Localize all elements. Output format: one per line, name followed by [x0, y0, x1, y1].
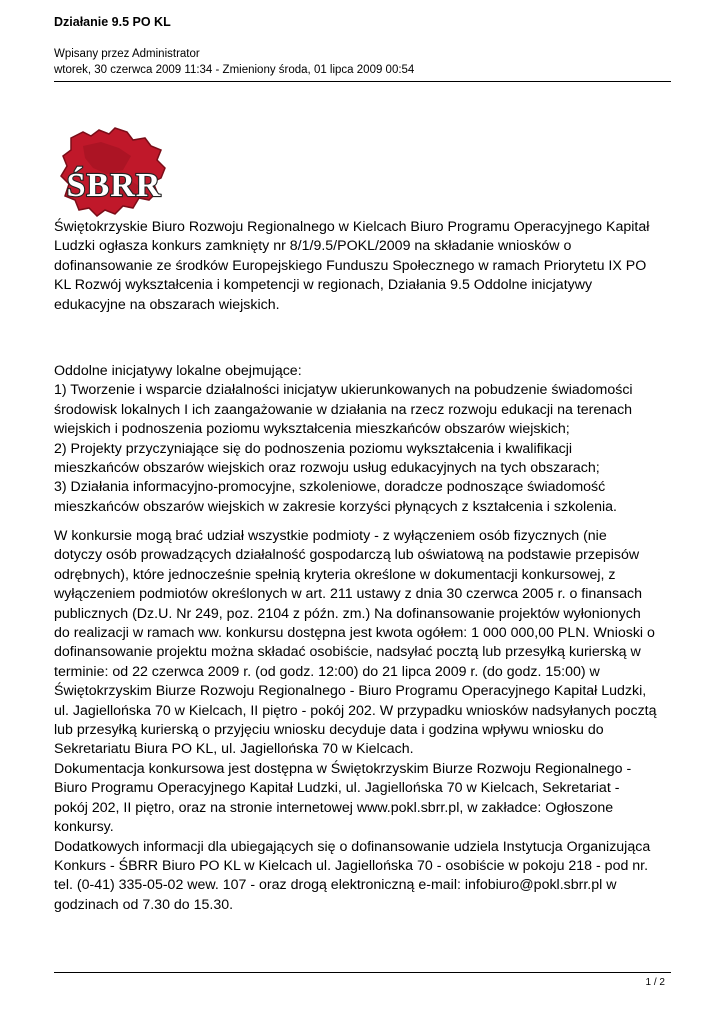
text-line: publicznych (Dz.U. Nr 249, poz. 2104 z późn. zm.) Na dofinansowanie projektów wyłonionych	[54, 605, 641, 622]
text-line: środowisk lokalnych I ich zaangażowanie w działania na rzecz rozwoju edukacji na terenach	[54, 401, 633, 418]
page-number: 1 / 2	[645, 977, 665, 988]
text-line: 3) Działania informacyjno-promocyjne, szkoleniowe, doradcze podnoszące świadomość	[54, 479, 606, 496]
details-paragraph	[54, 527, 684, 915]
text-line: wiejskich i podnoszenia poziomu wykształcenia mieszkańców obszarów wiejskich;	[54, 421, 570, 438]
text-line: Świętokrzyskim Biurze Rozwoju Regionalnego - Biuro Programu Operacyjnego Kapitał Ludzki,	[54, 683, 647, 700]
text-line: Świętokrzyskie Biuro Rozwoju Regionalnego w Kielcach Biuro Programu Operacyjnego Kapitał	[54, 219, 650, 235]
text-line: odrębnych), które jednocześnie spełnią kryteria określone w dokumentacji konkursowej, z	[54, 566, 616, 583]
header-divider	[54, 81, 671, 82]
date-line: wtorek, 30 czerwca 2009 11:34 - Zmieniony środa, 01 lipca 2009 00:54	[54, 64, 415, 76]
text-line: 2) Projekty przyczyniające się do podnoszenia poziomu wykształcenia i kwalifikacji	[54, 440, 573, 457]
text-line: Ludzki ogłasza konkurs zamknięty nr 8/1/9.5/POKL/2009 na składanie wniosków o	[54, 238, 572, 255]
text-line: KL Rozwój wykształcenia i kompetencji w regionach, Działania 9.5 Oddolne inicjatywy	[54, 277, 593, 294]
text-line: dofinansowanie ze środków Europejskiego Funduszu Społecznego w ramach Priorytetu IX PO	[54, 257, 647, 274]
text-line: dofinansowanie projektu można składać osobiście, nadsyłać pocztą lub przesyłką kurierską w	[54, 644, 641, 661]
initiatives-paragraph	[54, 362, 684, 517]
text-line: mieszkańców obszarów wiejskich oraz rozwoju usług edukacyjnych na tych obszarach;	[54, 460, 600, 477]
text-line: konkursy.	[54, 819, 114, 836]
text-line: edukacyjne na obszarach wiejskich.	[54, 296, 280, 313]
text-line: Konkurs - ŚBRR Biuro PO KL w Kielcach ul. Jagiellońska 70 - osobiście w pokoju 218 - pod nr.	[54, 857, 649, 874]
text-line: do realizacji w ramach ww. konkursu dostępna jest kwota ogółem: 1 000 000,00 PLN. Wnioski o	[54, 625, 655, 642]
text-line: godzinach od 7.30 do 15.30.	[54, 896, 234, 913]
footer-divider	[54, 972, 671, 973]
text-line: lub przesyłką kurierską o przyjęciu wniosku decyduje data i godzina wpływu wniosku do	[54, 722, 604, 739]
author-line: Wpisany przez Administrator	[54, 48, 200, 60]
text-line: terminie: od 22 czerwca 2009 r. (od godz. 12:00) do 21 lipca 2009 r. (do godz. 15:00) w	[54, 663, 600, 680]
sbrr-logo	[53, 126, 175, 222]
text-line: pokój 202, II piętro, oraz na stronie internetowej www.pokl.sbrr.pl, w zakładce: Ogłoszone	[54, 799, 614, 816]
text-line: Dokumentacja konkursowa jest dostępna w Świętokrzyskim Biurze Rozwoju Regionalnego -	[54, 760, 632, 777]
intro-paragraph	[54, 218, 674, 315]
logo-text: ŚBRR	[66, 167, 162, 204]
article-meta	[54, 46, 414, 78]
text-line: Dodatkowych informacji dla ubiegających się o dofinansowanie udziela Instytucja Organizująca	[54, 838, 651, 855]
text-line: mieszkańców obszarów wiejskich w zakresie korzyści płynących z kształcenia i szkolenia.	[54, 498, 617, 515]
text-line: ul. Jagiellońska 70 w Kielcach, II piętro - pokój 202. W przypadku wniosków nadsyłanych pocztą	[54, 702, 657, 719]
text-line: Biuro Programu Operacyjnego Kapitał Ludzki, ul. Jagiellońska 70 w Kielcach, Sekretariat -	[54, 780, 620, 797]
page-title: Działanie 9.5 PO KL	[54, 15, 171, 29]
text-line: wyłączeniem podmiotów określonych w art. 211 ustawy z dnia 30 czerwca 2005 r. o finansach	[54, 586, 643, 603]
text-line: Oddolne inicjatywy lokalne obejmujące:	[54, 363, 302, 379]
text-line: Sekretariatu Biura PO KL, ul. Jagiellońska 70 w Kielcach.	[54, 741, 414, 758]
text-line: tel. (0-41) 335-05-02 wew. 107 - oraz drogą elektroniczną e-mail: infobiuro@pokl.sbrr.pl w	[54, 877, 617, 894]
sbrr-logo-graphic	[53, 126, 175, 222]
text-line: 1) Tworzenie i wsparcie działalności inicjatyw ukierunkowanych na pobudzenie świadomości	[54, 382, 633, 399]
text-line: W konkursie mogą brać udział wszystkie podmioty - z wyłączeniem osób fizycznych (nie	[54, 528, 607, 544]
text-line: dotyczy osób prowadzących działalność gospodarczą lub oświatową na podstawie przepisów	[54, 547, 640, 564]
